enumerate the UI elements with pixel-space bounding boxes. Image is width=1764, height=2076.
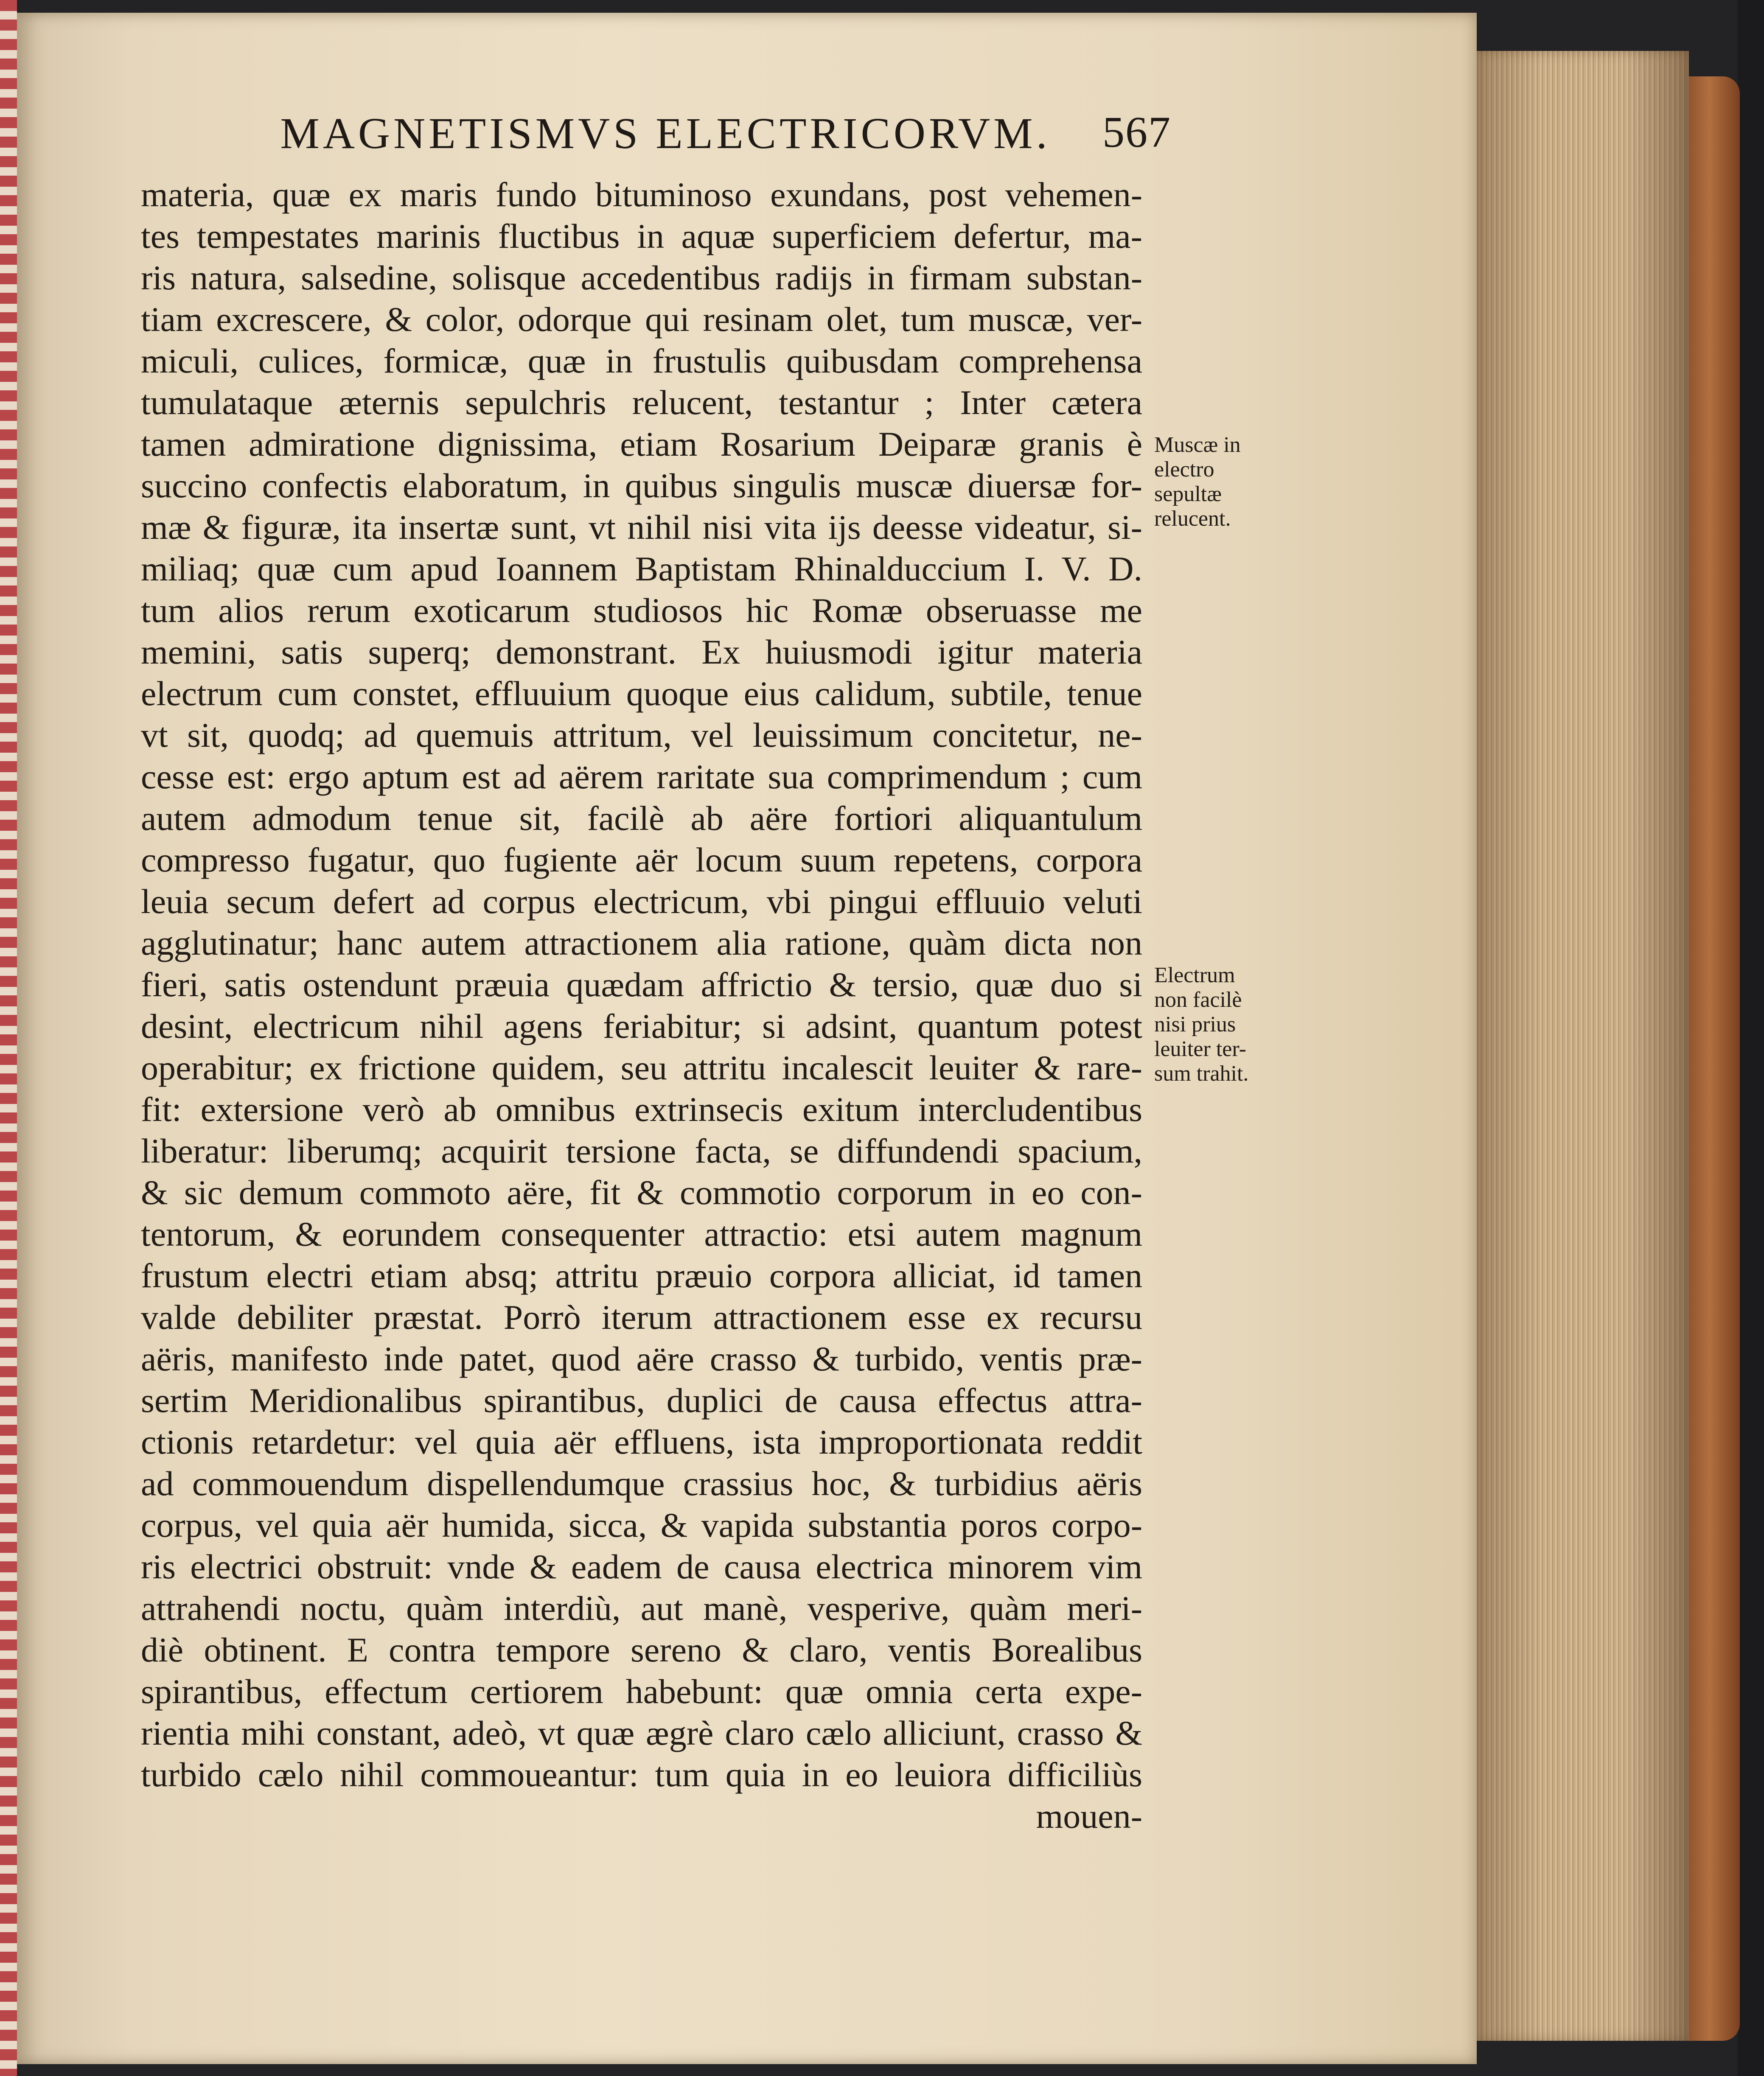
body-text xyxy=(141,174,1142,1854)
text-line: aëris, manifesto inde patet, quod aëre crasso & turbido, ventis præ- xyxy=(141,1339,1142,1378)
text-line: agglutinatur; hanc autem attractionem alia ratione, quàm dicta non xyxy=(141,924,1142,962)
text-line: tentorum, & eorundem consequenter attractio: etsi autem magnum xyxy=(141,1215,1142,1253)
margin-note-line: Electrum xyxy=(1154,963,1235,987)
text-line: diè obtinent. E contra tempore sereno & claro, ventis Borealibus xyxy=(141,1631,1142,1669)
text-line: tamen admiratione dignissima, etiam Rosarium Deiparæ granis è xyxy=(141,425,1142,463)
text-line: miculi, culices, formicæ, quæ in frustulis quibusdam comprehensa xyxy=(141,342,1142,380)
margin-note-line: non facilè xyxy=(1154,988,1242,1012)
text-line: desint, electricum nihil agens feriabitur; si adsint, quantum potest xyxy=(141,1007,1142,1045)
margin-note-line: sepultæ xyxy=(1154,482,1222,506)
text-line: fieri, satis ostendunt præuia quædam affrictio & tersio, quæ duo si xyxy=(141,965,1142,1004)
margin-note-line: leuiter ter- xyxy=(1154,1037,1246,1061)
text-line: ris natura, salsedine, solisque accedentibus radijs in firmam substan- xyxy=(141,258,1142,297)
margin-note-line: nisi prius xyxy=(1154,1012,1236,1037)
text-line: mæ & figuræ, ita insertæ sunt, vt nihil nisi vita ijs deesse videatur, si- xyxy=(141,508,1142,546)
margin-note-line: electro xyxy=(1154,457,1214,482)
text-line: leuia secum defert ad corpus electricum, vbi pingui effluuio veluti xyxy=(141,882,1142,921)
cover-right-edge xyxy=(1738,0,1764,2076)
text-line: tum alios rerum exoticarum studiosos hic Romæ obseruasse me xyxy=(141,591,1142,630)
text-line: miliaq; quæ cum apud Ioannem Baptistam Rhinalduccium I. V. D. xyxy=(141,549,1142,588)
catchword: mouen- xyxy=(1036,1797,1142,1835)
text-line: compresso fugatur, quo fugiente aër locum suum repetens, corpora xyxy=(141,840,1142,879)
text-line: fit: extersione verò ab omnibus extrinsecis exitum intercludentibus xyxy=(141,1090,1142,1129)
text-line: frustum electri etiam absq; attritu præuio corpora alliciat, id tamen xyxy=(141,1256,1142,1295)
text-line: ris electrici obstruit: vnde & eadem de causa electrica minorem vim xyxy=(141,1547,1142,1586)
text-line: succino confectis elaboratum, in quibus singulis muscæ diuersæ for- xyxy=(141,466,1142,505)
margin-note-flies-in-amber xyxy=(1154,433,1282,531)
text-line: memini, satis superq; demonstrant. Ex huiusmodi igitur materia xyxy=(141,633,1142,671)
text-line: autem admodum tenue sit, facilè ab aëre fortiori aliquantulum xyxy=(141,799,1142,838)
text-line: ad commouendum dispellendumque crassius hoc, & turbidius aëris xyxy=(141,1464,1142,1503)
text-line: valde debiliter præstat. Porrò iterum attractionem esse ex recursu xyxy=(141,1298,1142,1336)
text-line: corpus, vel quia aër humida, sicca, & vapida substantia poros corpo- xyxy=(141,1506,1142,1544)
text-line: tiam excrescere, & color, odorque qui resinam olet, tum muscæ, ver- xyxy=(141,300,1142,339)
text-line: turbido cælo nihil commoueantur: tum quia in eo leuiora difficiliùs xyxy=(141,1755,1142,1794)
running-head: MAGNETISMVS ELECTRICORVM. xyxy=(280,109,1051,158)
margin-note-electrum-attraction xyxy=(1154,963,1282,1086)
marbled-edge xyxy=(0,0,17,2076)
text-line: cesse est: ergo aptum est ad aërem raritate sua comprimendum ; cum xyxy=(141,757,1142,796)
text-line: attrahendi noctu, quàm interdiù, aut manè, vesperive, quàm meri- xyxy=(141,1589,1142,1628)
text-line: liberatur: liberumq; acquirit tersione facta, se diffundendi spacium, xyxy=(141,1132,1142,1170)
text-line: & sic demum commoto aëre, fit & commotio corporum in eo con- xyxy=(141,1173,1142,1212)
text-line: ctionis retardetur: vel quia aër effluens, ista improportionata reddit xyxy=(141,1423,1142,1461)
text-line: rientia mihi constant, adeò, vt quæ ægrè claro cælo alliciunt, crasso & xyxy=(141,1714,1142,1752)
margin-note-line: relucent. xyxy=(1154,507,1231,531)
text-line: vt sit, quodq; ad quemuis attritum, vel leuissimum concitetur, ne- xyxy=(141,716,1142,754)
text-line: tes tempestates marinis fluctibus in aquæ superficiem defertur, ma- xyxy=(141,217,1142,255)
page-number: 567 xyxy=(1102,108,1171,157)
leather-binding xyxy=(1685,76,1740,2041)
text-line: electrum cum constet, effluuium quoque eius calidum, subtile, tenue xyxy=(141,674,1142,713)
text-line: operabitur; ex frictione quidem, seu attritu incalescit leuiter & rare- xyxy=(141,1048,1142,1087)
margin-note-line: sum trahit. xyxy=(1154,1062,1249,1086)
text-line: sertim Meridionalibus spirantibus, duplici de causa effectus attra- xyxy=(141,1381,1142,1420)
margin-note-line: Muscæ in xyxy=(1154,433,1241,457)
text-line: materia, quæ ex maris fundo bituminoso exundans, post vehemen- xyxy=(141,175,1142,214)
text-line: spirantibus, effectum certiorem habebunt: quæ omnia certa expe- xyxy=(141,1672,1142,1711)
page-block-edge xyxy=(1477,51,1689,2041)
text-line: tumulataque æternis sepulchris relucent, testantur ; Inter cætera xyxy=(141,383,1142,422)
